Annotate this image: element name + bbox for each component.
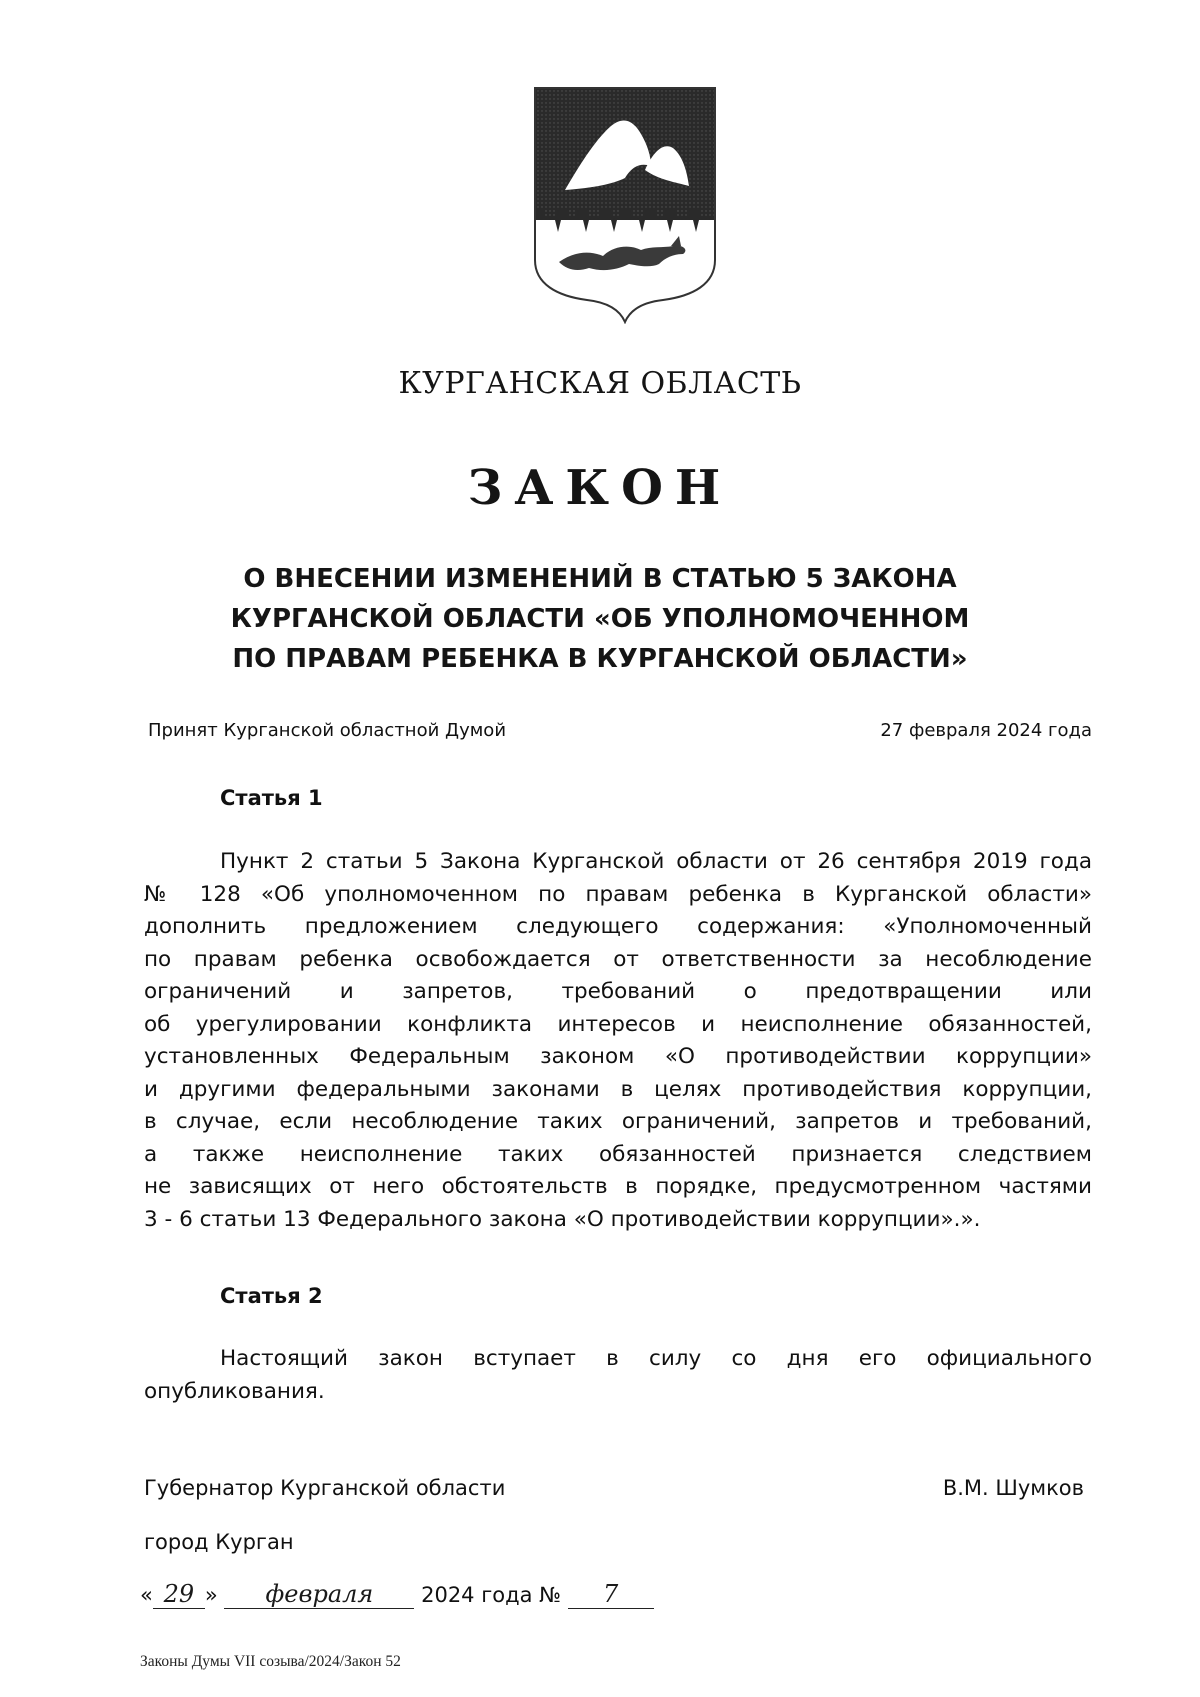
year-text: 2024 года №	[421, 1583, 561, 1607]
text-line: опубликования.	[144, 1378, 325, 1404]
signing-city: город Курган	[144, 1530, 294, 1554]
close-quote: »	[204, 1583, 218, 1607]
text-line: ограничений и запретов, требований о предотвращении или	[144, 979, 1092, 1004]
text-line: 3 - 6 статьи 13 Федерального закона «О противодействии коррупции».».	[144, 1206, 981, 1232]
text-line: в случае, если несоблюдение таких ограничений, запретов и требований,	[144, 1109, 1092, 1134]
coat-of-arms-emblem	[533, 86, 717, 324]
adopted-by: Принят Курганской областной Думой	[148, 720, 507, 741]
text-line: по правам ребенка освобождается от ответственности за несоблюдение	[144, 946, 1092, 972]
text-line: № 128 «Об уполномоченном по правам ребенка в Курганской области»	[144, 881, 1092, 907]
footer-reference: Законы Думы VII созыва/2024/Закон 52	[140, 1653, 401, 1670]
handwritten-day: 29	[153, 1580, 205, 1609]
handwritten-month: февраля	[224, 1580, 414, 1609]
text-line: об урегулировании конфликта интересов и неисполнение обязанностей,	[144, 1011, 1092, 1037]
law-title-line: О ВНЕСЕНИИ ИЗМЕНЕНИЙ В СТАТЬЮ 5 ЗАКОНА	[243, 564, 957, 594]
article-2-text	[144, 1343, 1092, 1408]
law-title-line: ПО ПРАВАМ РЕБЕНКА В КУРГАНСКОЙ ОБЛАСТИ»	[232, 644, 968, 674]
article-1-heading: Статья 1	[220, 786, 323, 810]
text-line: а также неисполнение таких обязанностей признается следствием	[144, 1141, 1092, 1167]
open-quote: «	[140, 1583, 153, 1607]
text-line: дополнить предложением следующего содержания: «Уполномоченный	[144, 914, 1092, 939]
text-line: установленных Федеральным законом «О противодействии коррупции»	[144, 1044, 1092, 1069]
governor-title: Губернатор Курганской области	[144, 1476, 506, 1500]
article-2-heading: Статья 2	[220, 1284, 323, 1308]
text-line: не зависящих от него обстоятельств в порядке, предусмотренном частями	[144, 1174, 1092, 1199]
adoption-date: 27 февраля 2024 года	[880, 720, 1092, 741]
governor-name: В.М. Шумков	[942, 1476, 1084, 1500]
text-line: Пункт 2 статьи 5 Закона Курганской области от 26 сентября 2019 года	[220, 849, 1092, 874]
law-title-line: КУРГАНСКОЙ ОБЛАСТИ «ОБ УПОЛНОМОЧЕННОМ	[230, 604, 970, 634]
signing-date-line	[140, 1580, 654, 1609]
law-title	[180, 559, 1020, 679]
text-line: Настоящий закон вступает в силу со дня его официального	[220, 1346, 1092, 1371]
document-type: ЗАКОН	[467, 460, 733, 516]
region-name: КУРГАНСКАЯ ОБЛАСТЬ	[398, 366, 802, 401]
handwritten-law-number: 7	[568, 1580, 654, 1609]
text-line: и другими федеральными законами в целях противодействия коррупции,	[144, 1076, 1092, 1102]
article-1-text	[144, 846, 1092, 1236]
